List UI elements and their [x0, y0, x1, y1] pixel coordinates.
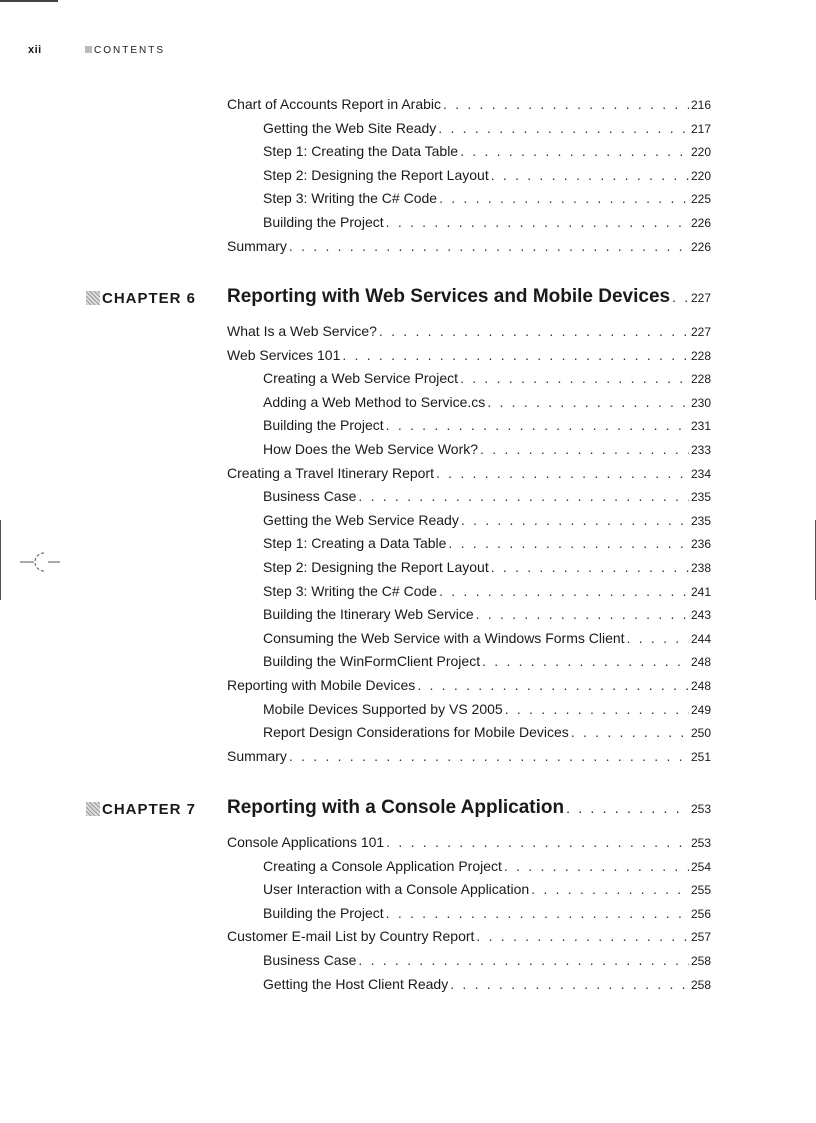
dot-leader: [342, 347, 689, 363]
toc-entry[interactable]: [227, 190, 711, 214]
toc-entry[interactable]: [227, 858, 711, 882]
toc-entry[interactable]: [227, 167, 711, 191]
toc-entry-title: Building the Project: [263, 904, 384, 921]
dot-leader: [482, 653, 689, 669]
toc-entry-title: Building the Project: [263, 213, 384, 230]
dot-leader: [487, 394, 689, 410]
chapter-page: 253: [690, 802, 711, 816]
toc-entry[interactable]: [227, 347, 711, 371]
toc-entry-page: 230: [690, 395, 711, 410]
dot-leader: [505, 701, 689, 717]
toc-entry-title: Consuming the Web Service with a Windows Forms Client: [263, 629, 625, 646]
chapter-title: Reporting with Web Services and Mobile Devices: [227, 286, 671, 307]
toc-entry[interactable]: [227, 834, 711, 858]
toc-entry-page: 250: [690, 726, 711, 741]
toc-entry[interactable]: [227, 143, 711, 167]
section-title: CONTENTS: [94, 45, 165, 56]
dot-leader: [504, 858, 689, 874]
chapter-7-label: CHAPTER 7: [86, 801, 196, 818]
dot-leader: [531, 881, 689, 897]
toc-entry-title: Customer E-mail List by Country Report: [227, 928, 475, 945]
dot-leader: [386, 214, 689, 230]
toc-entry-title: Creating a Web Service Project: [263, 370, 459, 387]
toc-entry[interactable]: [227, 214, 711, 238]
toc-entry-title: Step 2: Designing the Report Layout: [263, 558, 489, 575]
toc-entry[interactable]: [227, 238, 711, 262]
dot-leader: [379, 323, 689, 339]
toc-entry-page: 235: [690, 490, 711, 505]
toc-entry-page: 234: [690, 466, 711, 481]
toc-entry-page: 256: [690, 906, 711, 921]
toc-entry-title: Mobile Devices Supported by VS 2005: [263, 700, 503, 717]
toc-entry-title: Getting the Host Client Ready: [263, 975, 449, 992]
toc-entry[interactable]: [227, 976, 711, 1000]
toc-entry[interactable]: [227, 120, 711, 144]
toc-entry-title: Creating a Console Application Project: [263, 857, 502, 874]
toc-entry-page: 228: [690, 372, 711, 387]
chapter-6-heading[interactable]: [227, 286, 711, 308]
toc-group-chapter-5-continued: [227, 96, 711, 261]
toc-entry[interactable]: [227, 606, 711, 630]
dot-leader: [566, 800, 689, 816]
toc-entry-page: 235: [690, 513, 711, 528]
crop-mark-top: [0, 0, 58, 2]
toc-group-chapter-7: [227, 834, 711, 999]
dot-leader: [450, 976, 689, 992]
dot-leader: [461, 512, 689, 528]
toc-entry-title: Web Services 101: [227, 346, 341, 363]
dot-leader: [448, 535, 689, 551]
toc-entry-title: Business Case: [263, 951, 357, 968]
chapter-marker-icon: [86, 802, 100, 816]
dot-leader: [386, 905, 689, 921]
toc-entry-title: Summary: [227, 237, 287, 254]
toc-entry-page: 248: [690, 655, 711, 670]
toc-entry-title: Step 1: Creating the Data Table: [263, 143, 459, 160]
toc-entry-page: 258: [690, 977, 711, 992]
toc-entry[interactable]: [227, 394, 711, 418]
toc-entry[interactable]: [227, 701, 711, 725]
toc-entry[interactable]: [227, 748, 711, 772]
dot-leader: [358, 952, 689, 968]
toc-entry-title: Adding a Web Method to Service.cs: [263, 393, 486, 410]
toc-entry-title: Step 3: Writing the C# Code: [263, 582, 438, 599]
chapter-marker-icon: [86, 291, 100, 305]
toc-entry-page: 233: [690, 442, 711, 457]
toc-entry-page: 226: [690, 239, 711, 254]
toc-entry-page: 255: [690, 883, 711, 898]
dot-leader: [460, 370, 689, 386]
toc-entry-title: Getting the Web Service Ready: [263, 511, 459, 528]
toc-entry-title: Building the Project: [263, 417, 384, 434]
toc-entry-page: 249: [690, 702, 711, 717]
toc-entry-page: 253: [690, 836, 711, 850]
toc-entry-page: 254: [690, 859, 711, 874]
toc-entry-title: Summary: [227, 747, 287, 764]
dot-leader: [386, 834, 689, 850]
toc-entry[interactable]: [227, 488, 711, 512]
chapter-page: 227: [690, 291, 711, 305]
toc-entry[interactable]: [227, 881, 711, 905]
toc-group-chapter-6: [227, 323, 711, 771]
toc-entry-title: Getting the Web Site Ready: [263, 119, 437, 136]
dot-leader: [439, 190, 689, 206]
toc-entry-page: 228: [690, 348, 711, 363]
toc-entry-page: 244: [690, 631, 711, 646]
toc-entry[interactable]: [227, 583, 711, 607]
chapter-7-heading[interactable]: [227, 797, 711, 819]
toc-entry-page: 258: [690, 953, 711, 968]
toc-entry-title: Reporting with Mobile Devices: [227, 676, 416, 693]
dot-leader: [476, 606, 689, 622]
dot-leader: [439, 583, 689, 599]
dot-leader: [438, 120, 689, 136]
toc-entry-title: Step 2: Designing the Report Layout: [263, 166, 489, 183]
dot-leader: [672, 289, 689, 305]
dot-leader: [443, 96, 689, 112]
toc-entry[interactable]: [227, 630, 711, 654]
toc-entry-page: 241: [690, 584, 711, 599]
toc-entry-title: Step 3: Writing the C# Code: [263, 190, 438, 207]
dot-leader: [476, 928, 689, 944]
dot-leader: [480, 441, 689, 457]
toc-entry-page: 248: [690, 678, 711, 693]
chapter-6-label: CHAPTER 6: [86, 290, 196, 307]
dot-leader: [289, 748, 689, 764]
toc-entry[interactable]: [227, 370, 711, 394]
toc-entry-page: 216: [690, 98, 711, 112]
toc-entry[interactable]: [227, 96, 711, 120]
toc-entry[interactable]: [227, 559, 711, 583]
toc-entry-page: 220: [690, 145, 711, 160]
toc-entry-page: 226: [690, 215, 711, 230]
toc-entry-title: Building the Itinerary Web Service: [263, 606, 474, 623]
toc-entry-page: 225: [690, 192, 711, 207]
toc-entry[interactable]: [227, 952, 711, 976]
toc-entry-page: 220: [690, 168, 711, 183]
dot-leader: [491, 559, 689, 575]
dot-leader: [436, 465, 689, 481]
toc-entry[interactable]: [227, 724, 711, 748]
toc-entry-page: 231: [690, 419, 711, 434]
toc-entry-page: 243: [690, 608, 711, 623]
toc-entry-page: 238: [690, 560, 711, 575]
toc-entry[interactable]: [227, 465, 711, 489]
dot-leader: [289, 238, 689, 254]
toc-entry[interactable]: [227, 905, 711, 929]
toc-entry-title: User Interaction with a Console Application: [263, 881, 530, 898]
chapter-title: Reporting with a Console Application: [227, 797, 565, 818]
toc-entry-title: How Does the Web Service Work?: [263, 440, 479, 457]
toc-entry[interactable]: [227, 653, 711, 677]
toc-entry-page: 236: [690, 537, 711, 552]
toc-entry-title: Report Design Considerations for Mobile Devices: [263, 724, 569, 741]
toc-entry-page: 227: [690, 325, 711, 339]
dot-leader: [491, 167, 689, 183]
toc-entry-title: Chart of Accounts Report in Arabic: [227, 96, 441, 112]
toc-entry[interactable]: [227, 512, 711, 536]
crop-mark-left: [0, 520, 1, 600]
toc-entry[interactable]: [227, 535, 711, 559]
toc-entry-title: Creating a Travel Itinerary Report: [227, 464, 434, 481]
page-number: xii: [28, 44, 42, 56]
running-header: [28, 44, 165, 56]
registration-mark-icon: [20, 547, 60, 577]
dot-leader: [571, 724, 689, 740]
toc-entry[interactable]: [227, 441, 711, 465]
header-square-icon: [85, 46, 92, 53]
dot-leader: [627, 630, 689, 646]
toc-entry-title: Step 1: Creating a Data Table: [263, 535, 447, 552]
dot-leader: [386, 417, 689, 433]
toc-entry-page: 251: [690, 749, 711, 764]
toc-entry[interactable]: [227, 928, 711, 952]
toc-entry-title: Business Case: [263, 488, 357, 505]
toc-entry-title: Console Applications 101: [227, 834, 385, 850]
dot-leader: [358, 488, 689, 504]
toc-entry[interactable]: [227, 417, 711, 441]
toc-entry-page: 217: [690, 121, 711, 136]
toc-entry-title: Building the WinFormClient Project: [263, 653, 481, 670]
toc-entry[interactable]: [227, 323, 711, 347]
toc-entry-page: 257: [690, 930, 711, 945]
dot-leader: [460, 143, 689, 159]
toc-entry-title: What Is a Web Service?: [227, 323, 377, 339]
dot-leader: [417, 677, 689, 693]
toc-entry[interactable]: [227, 677, 711, 701]
